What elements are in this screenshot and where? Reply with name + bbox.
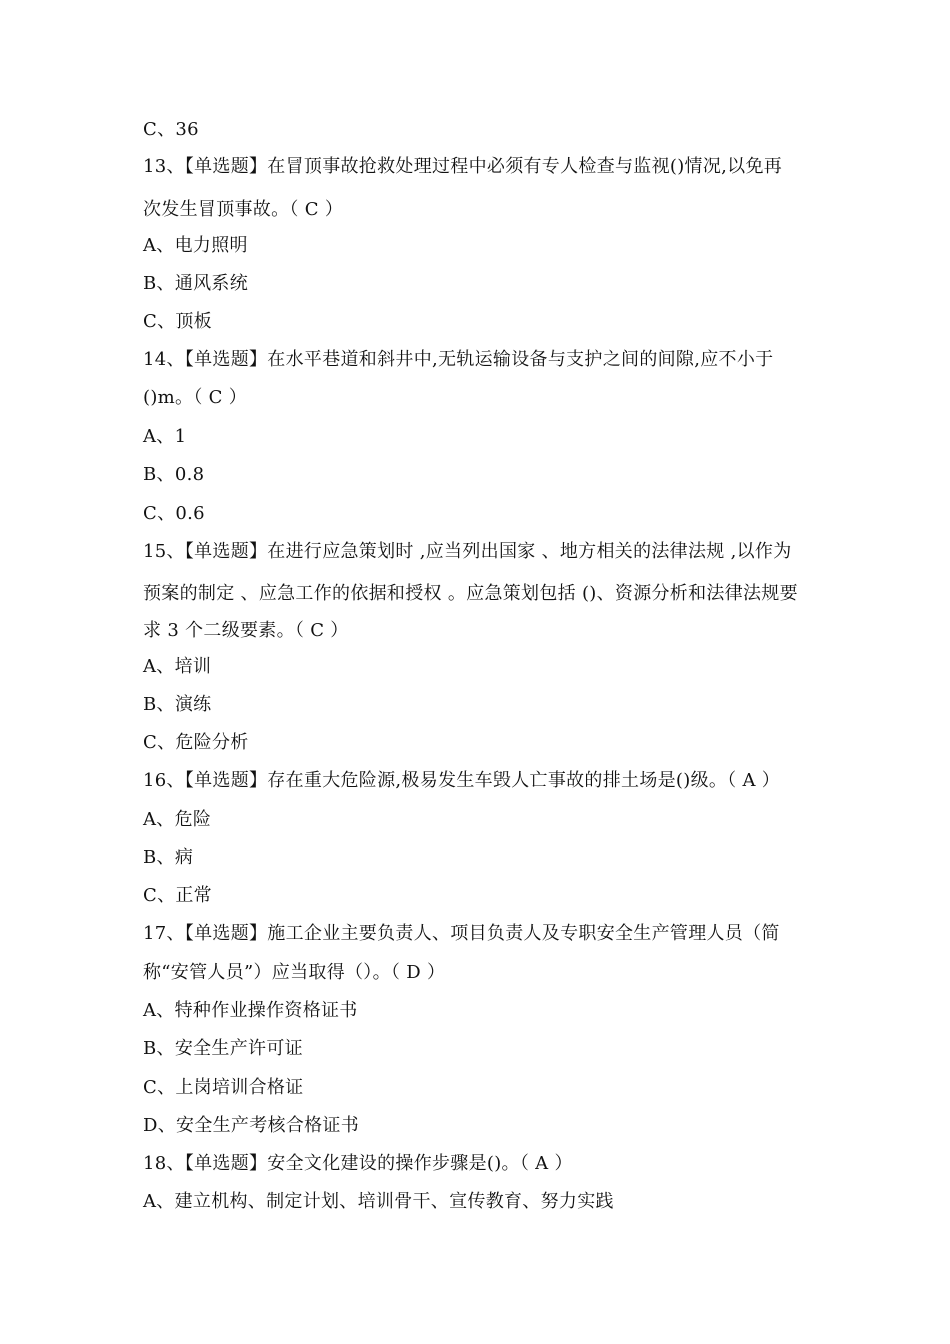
q13-option-b: B、通风系统: [143, 273, 249, 294]
q17-option-b: B、安全生产许可证: [143, 1038, 303, 1059]
q17-stem-line1: 17、【单选题】施工企业主要负责人、项目负责人及专职安全生产管理人员（简: [143, 923, 780, 944]
q14-stem-line2: ()m。（ C ）: [143, 387, 248, 408]
q13-stem-line1: 13、【单选题】在冒顶事故抢救处理过程中必须有专人检查与监视()情况,以免再: [143, 156, 783, 177]
q18-option-a: A、建立机构、制定计划、培训骨干、宣传教育、努力实践: [143, 1191, 614, 1212]
q15-option-a: A、培训: [143, 656, 212, 677]
q17-option-a: A、特种作业操作资格证书: [143, 1000, 358, 1021]
q16-option-a: A、危险: [143, 809, 212, 830]
q17-option-c: C、上岗培训合格证: [143, 1077, 304, 1098]
q18-stem: 18、【单选题】安全文化建设的操作步骤是()。（ A ）: [143, 1153, 573, 1174]
q15-stem-line1: 15、【单选题】在进行应急策划时 ,应当列出国家 、地方相关的法律法规 ,以作为: [143, 541, 792, 562]
q12-option-c: C、36: [143, 119, 199, 140]
q13-stem-line2: 次发生冒顶事故。（ C ）: [143, 199, 344, 220]
q14-option-b: B、0.8: [143, 464, 205, 485]
q15-option-c: C、危险分析: [143, 732, 249, 753]
q17-stem-line2: 称“安管人员”）应当取得（）。（ D ）: [143, 962, 446, 983]
q16-option-b: B、病: [143, 847, 194, 868]
q13-option-a: A、电力照明: [143, 235, 248, 256]
q15-stem-line3: 求 3 个二级要素。（ C ）: [143, 620, 349, 641]
q16-option-c: C、正常: [143, 885, 212, 906]
q15-option-b: B、演练: [143, 694, 212, 715]
q16-stem: 16、【单选题】存在重大危险源,极易发生车毁人亡事故的排土场是()级。（ A ）: [143, 770, 781, 791]
q15-stem-line2: 预案的制定 、应急工作的依据和授权 。应急策划包括 ()、资源分析和法律法规要: [143, 583, 798, 604]
q14-option-a: A、1: [143, 426, 187, 447]
q13-option-c: C、顶板: [143, 311, 212, 332]
q14-option-c: C、0.6: [143, 503, 205, 524]
q17-option-d: D、安全生产考核合格证书: [143, 1115, 360, 1136]
q14-stem-line1: 14、【单选题】在水平巷道和斜井中,无轨运输设备与支护之间的间隙,应不小于: [143, 349, 774, 370]
